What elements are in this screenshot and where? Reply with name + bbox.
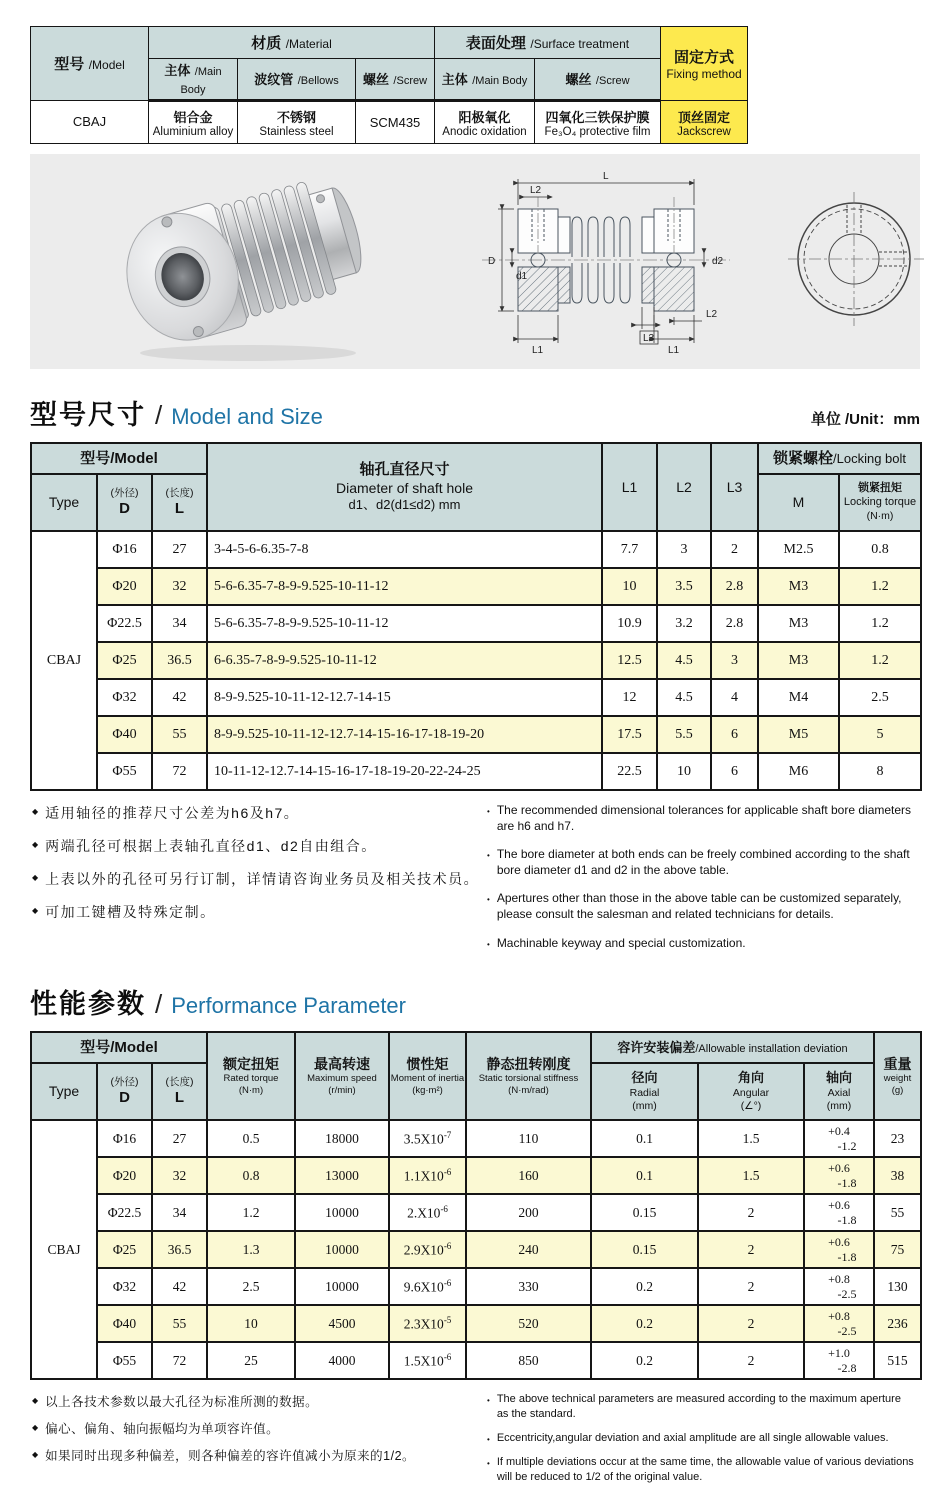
size-d-header: (外径) D: [97, 474, 152, 531]
perf-weight-header: 重量 weight (g): [874, 1032, 921, 1120]
cell-length: 55: [152, 1305, 207, 1342]
coupling-end-view-diagram: [784, 184, 934, 334]
spec-material-header: 材质 /Material: [149, 27, 435, 59]
cell-angular: 1.5: [698, 1120, 804, 1157]
cell-length: 34: [152, 1194, 207, 1231]
cell-l2: 5.5: [657, 716, 711, 753]
model-size-table: [30, 442, 922, 791]
spec-model-header: [31, 27, 149, 101]
perf-rated-torque-header: 额定扭矩 Rated torque (N·m): [207, 1032, 295, 1120]
size-locking-bolt-header: 锁紧螺栓/Locking bolt: [758, 443, 921, 474]
cell-m: M3: [758, 568, 839, 605]
cell-l2: 3.2: [657, 605, 711, 642]
perf-type-header: Type: [31, 1063, 97, 1120]
cell-outer-diameter: Φ55: [97, 753, 152, 790]
coupling-section-diagram: [476, 153, 736, 365]
cell-angular: 2: [698, 1231, 804, 1268]
table-row: [31, 1231, 921, 1268]
cell-m: M5: [758, 716, 839, 753]
cell-m: M3: [758, 605, 839, 642]
cell-torque: 5: [839, 716, 921, 753]
list-item: ◆ 上表以外的孔径可另行订制，详情请咨询业务员及相关技术员。: [32, 871, 480, 887]
cell-l1: 12: [602, 679, 657, 716]
cell-max-speed: 13000: [295, 1157, 389, 1194]
cell-l3: 6: [711, 716, 758, 753]
dim-label-d1: d1: [516, 271, 528, 282]
cell-angular: 2: [698, 1342, 804, 1379]
table-row: [31, 1194, 921, 1231]
perf-radial-header: 径向 Radial (mm): [591, 1063, 698, 1120]
bullet-icon: •: [487, 895, 490, 905]
cell-l2: 10: [657, 753, 711, 790]
cell-outer-diameter: Φ40: [97, 1305, 152, 1342]
list-item: • The above technical parameters are measured according to the maximum aperture as the standard.: [487, 1393, 901, 1420]
spec-mainbody-header: 主体 /Main Body: [149, 59, 238, 101]
table-row: [31, 1120, 921, 1157]
cell-surface-screw: 四氧化三铁保护膜 Fe₃O₄ protective film: [535, 101, 661, 144]
cell-axial: +0.6 -1.8: [804, 1194, 874, 1231]
table-row: [31, 753, 921, 790]
spec-bellows-header: 波纹管 /Bellows: [238, 59, 356, 101]
bullet-icon: ◆: [32, 1423, 39, 1433]
cell-weight: 23: [874, 1120, 921, 1157]
cell-screw: SCM435: [356, 101, 435, 144]
cell-rated-torque: 0.5: [207, 1120, 295, 1157]
cell-outer-diameter: Φ16: [97, 1120, 152, 1157]
cell-inertia: $1.1X10^{-6}$: [389, 1157, 466, 1194]
bullet-icon: ◆: [32, 1450, 39, 1460]
cell-weight: 130: [874, 1268, 921, 1305]
cell-rated-torque: 1.2: [207, 1194, 295, 1231]
perf-angular-header: 角向 Angular (∠°): [698, 1063, 804, 1120]
end-view-drawing: [784, 184, 934, 339]
table-row: [31, 568, 921, 605]
section-title-zh: 性能参数: [30, 989, 146, 1020]
bullet-icon: ◆: [32, 840, 39, 849]
cell-length: 36.5: [152, 1231, 207, 1268]
table-row: [31, 605, 921, 642]
dim-label-L: L: [603, 171, 609, 182]
size-type-header: Type: [31, 474, 97, 531]
size-shaft-hole-header: 轴孔直径尺寸 Diameter of shaft hole d1、d2(d1≤d2) mm: [207, 443, 602, 531]
cell-axial: +0.6 -1.8: [804, 1231, 874, 1268]
cell-l1: 12.5: [602, 642, 657, 679]
bullet-icon: •: [487, 807, 490, 816]
product-photo: [98, 153, 398, 370]
perf-inertia-header: 惯性矩 Moment of inertia (kg·m²): [389, 1032, 466, 1120]
size-l3-header: L3: [711, 443, 758, 531]
cell-inertia: $3.5X10^{-7}$: [389, 1120, 466, 1157]
cell-shaft-holes: 8-9-9.525-10-11-12-12.7-14-15-16-17-18-19-20: [207, 716, 602, 753]
unit-label: 单位 /Unit：mm: [810, 411, 920, 428]
cell-radial: 0.1: [591, 1157, 698, 1194]
table-row: [31, 716, 921, 753]
bullet-icon: ◆: [32, 807, 39, 816]
cell-outer-diameter: Φ16: [97, 531, 152, 568]
cell-l3: 4: [711, 679, 758, 716]
perf-l-header: (长度) L: [152, 1063, 207, 1120]
model-size-section-head: [30, 393, 920, 432]
cell-torque: 2.5: [839, 679, 921, 716]
section-title-zh: 型号尺寸: [30, 400, 146, 430]
table-row: [31, 679, 921, 716]
cell-shaft-holes: 10-11-12-12.7-14-15-16-17-18-19-20-22-24-25: [207, 753, 602, 790]
cell-radial: 0.2: [591, 1305, 698, 1342]
cell-shaft-holes: 5-6-6.35-7-8-9-9.525-10-11-12: [207, 605, 602, 642]
cell-torque: 0.8: [839, 531, 921, 568]
cell-main-body: 铝合金 Aluminium alloy: [149, 101, 238, 144]
cell-l2: 4.5: [657, 679, 711, 716]
cell-l1: 7.7: [602, 531, 657, 568]
spec-fixing-header: 固定方式 Fixing method: [661, 27, 748, 101]
spec-surface-main-header: 主体 /Main Body: [435, 59, 535, 101]
perf-axial-header: 轴向 Axial (mm): [804, 1063, 874, 1120]
cell-rated-torque: 1.3: [207, 1231, 295, 1268]
list-item: ◆ 如果同时出现多种偏差，则各种偏差的容许值减小为原来的1/2。: [32, 1449, 416, 1464]
cell-inertia: $2.X10^{-6}$: [389, 1194, 466, 1231]
cell-outer-diameter: Φ40: [97, 716, 152, 753]
cell-l3: 2.8: [711, 568, 758, 605]
list-item: • The recommended dimensional tolerances for applicable shaft bore diameters are h6 and h7.: [487, 803, 912, 833]
cell-angular: 2: [698, 1268, 804, 1305]
cell-rated-torque: 25: [207, 1342, 295, 1379]
cell-stiffness: 240: [466, 1231, 591, 1268]
cell-l2: 4.5: [657, 642, 711, 679]
product-image-panel: [30, 154, 920, 369]
size-notes-zh: [30, 803, 485, 964]
cell-m: M4: [758, 679, 839, 716]
cell-inertia: $1.5X10^{-6}$: [389, 1342, 466, 1379]
cell-outer-diameter: Φ22.5: [97, 605, 152, 642]
cell-l3: 2.8: [711, 605, 758, 642]
cell-max-speed: 18000: [295, 1120, 389, 1157]
perf-notes-en: [485, 1392, 920, 1493]
table-row: [31, 1342, 921, 1379]
cell-rated-torque: 0.8: [207, 1157, 295, 1194]
cell-weight: 55: [874, 1194, 921, 1231]
size-header-row-1: [31, 443, 921, 474]
cell-l2: 3.5: [657, 568, 711, 605]
section-title-en: Performance Parameter: [171, 993, 406, 1019]
dim-label-L3: L3: [643, 333, 655, 344]
perf-header-row-1: [31, 1032, 921, 1063]
cell-radial: 0.15: [591, 1194, 698, 1231]
list-item: • Machinable keyway and special customization.: [487, 935, 746, 950]
spec-surface-screw-header: 螺丝 /Screw: [535, 59, 661, 101]
bullet-icon: ◆: [32, 873, 39, 882]
cell-axial: +0.8 -2.5: [804, 1268, 874, 1305]
cell-outer-diameter: Φ25: [97, 1231, 152, 1268]
cell-length: 27: [152, 531, 207, 568]
size-notes: [30, 803, 920, 964]
cell-l1: 17.5: [602, 716, 657, 753]
cell-axial: +0.8 -2.5: [804, 1305, 874, 1342]
bullet-icon: •: [487, 939, 490, 949]
cell-length: 36.5: [152, 642, 207, 679]
cell-type: CBAJ: [31, 531, 97, 790]
cross-section-drawing: [476, 153, 736, 370]
size-model-header: 型号/Model: [31, 443, 207, 474]
cell-weight: 38: [874, 1157, 921, 1194]
cell-outer-diameter: Φ32: [97, 679, 152, 716]
cell-l3: 3: [711, 642, 758, 679]
cell-length: 42: [152, 1268, 207, 1305]
cell-stiffness: 520: [466, 1305, 591, 1342]
cell-stiffness: 330: [466, 1268, 591, 1305]
cell-angular: 2: [698, 1194, 804, 1231]
size-l-header: (长度) L: [152, 474, 207, 531]
performance-notes: [30, 1392, 920, 1493]
bullet-icon: •: [487, 1458, 490, 1468]
cell-shaft-holes: 3-4-5-6-6.35-7-8: [207, 531, 602, 568]
list-item: ◆ 适用轴径的推荐尺寸公差为h6及h7。: [32, 805, 300, 821]
cell-outer-diameter: Φ25: [97, 642, 152, 679]
dim-label-D: D: [488, 256, 496, 267]
cell-bellows: 不锈钢 Stainless steel: [238, 101, 356, 144]
dim-label-d2: d2: [712, 256, 724, 267]
section-title-separator: /: [155, 400, 163, 430]
table-row: [31, 642, 921, 679]
cell-m: M2.5: [758, 531, 839, 568]
table-row: [31, 531, 921, 568]
section-title-separator: /: [155, 989, 163, 1020]
cell-angular: 1.5: [698, 1157, 804, 1194]
cell-outer-diameter: Φ32: [97, 1268, 152, 1305]
list-item: • The bore diameter at both ends can be freely combined according to the shaft bore diameter d1 and d2 in the above table.: [487, 847, 910, 877]
cell-weight: 236: [874, 1305, 921, 1342]
cell-l3: 2: [711, 531, 758, 568]
cell-fixing: 顶丝固定 Jackscrew: [661, 101, 748, 144]
perf-d-header: (外径) D: [97, 1063, 152, 1120]
cell-max-speed: 10000: [295, 1268, 389, 1305]
cell-rated-torque: 10: [207, 1305, 295, 1342]
table-row: [31, 1268, 921, 1305]
cell-length: 55: [152, 716, 207, 753]
bullet-icon: ◆: [32, 1396, 39, 1406]
cell-l1: 10.9: [602, 605, 657, 642]
cell-inertia: $2.3X10^{-5}$: [389, 1305, 466, 1342]
cell-radial: 0.2: [591, 1268, 698, 1305]
cell-shaft-holes: 8-9-9.525-10-11-12-12.7-14-15: [207, 679, 602, 716]
cell-outer-diameter: Φ20: [97, 568, 152, 605]
spec-surface-header: 表面处理 /Surface treatment: [435, 27, 661, 59]
bullet-icon: •: [487, 851, 490, 861]
perf-notes-zh: [30, 1392, 485, 1493]
performance-section-head: [30, 982, 920, 1021]
cell-shaft-holes: 6-6.35-7-8-9-9.525-10-11-12: [207, 642, 602, 679]
cell-torque: 8: [839, 753, 921, 790]
cell-l3: 6: [711, 753, 758, 790]
perf-max-speed-header: 最高转速 Maximum speed (r/min): [295, 1032, 389, 1120]
cell-shaft-holes: 5-6-6.35-7-8-9-9.525-10-11-12: [207, 568, 602, 605]
cell-outer-diameter: Φ22.5: [97, 1194, 152, 1231]
list-item: ◆ 以上各技术参数以最大孔径为标准所测的数据。: [32, 1395, 319, 1410]
cell-stiffness: 200: [466, 1194, 591, 1231]
size-notes-en: [485, 803, 920, 964]
size-m-header: M: [758, 474, 839, 531]
cell-stiffness: 160: [466, 1157, 591, 1194]
bullet-icon: •: [487, 1396, 490, 1406]
cell-max-speed: 10000: [295, 1231, 389, 1268]
section-title-en: Model and Size: [171, 404, 323, 429]
cell-surface-main: 阳极氧化 Anodic oxidation: [435, 101, 535, 144]
cell-stiffness: 110: [466, 1120, 591, 1157]
cell-stiffness: 850: [466, 1342, 591, 1379]
perf-stiffness-header: 静态扭转刚度 Static torsional stiffness (N·m/rad): [466, 1032, 591, 1120]
cell-axial: +0.6 -1.8: [804, 1157, 874, 1194]
cell-outer-diameter: Φ20: [97, 1157, 152, 1194]
spec-data-row: [31, 101, 748, 144]
cell-torque: 1.2: [839, 605, 921, 642]
list-item: ◆ 偏心、偏角、轴向振幅均为单项容许值。: [32, 1422, 280, 1437]
cell-m: M3: [758, 642, 839, 679]
performance-table: [30, 1031, 922, 1380]
dim-label-L1-left: L1: [532, 345, 544, 356]
table-row: [31, 1305, 921, 1342]
cell-length: 32: [152, 1157, 207, 1194]
cell-length: 34: [152, 605, 207, 642]
spec-model-en: /Model: [88, 58, 125, 72]
perf-model-header: 型号/Model: [31, 1032, 207, 1063]
list-item: • Apertures other than those in the above table can be customized separately, please consult the salesman and related technicians for details.: [487, 891, 902, 921]
list-item: • Eccentricity,angular deviation and axial amplitude are all single allowable values.: [487, 1431, 889, 1444]
cell-type: CBAJ: [31, 1120, 97, 1379]
size-torque-header: 锁紧扭矩 Locking torque (N·m): [839, 474, 921, 531]
cell-max-speed: 10000: [295, 1194, 389, 1231]
cell-weight: 75: [874, 1231, 921, 1268]
cell-torque: 1.2: [839, 642, 921, 679]
cell-length: 32: [152, 568, 207, 605]
dim-label-L2-bottom: L2: [706, 309, 718, 320]
dim-label-L2-top: L2: [530, 185, 542, 196]
dim-label-L1-right: L1: [668, 345, 680, 356]
cell-inertia: $2.9X10^{-6}$: [389, 1231, 466, 1268]
cell-l1: 10: [602, 568, 657, 605]
cell-m: M6: [758, 753, 839, 790]
size-l2-header: L2: [657, 443, 711, 531]
size-l1-header: L1: [602, 443, 657, 531]
bullet-icon: ◆: [32, 906, 39, 915]
cell-l2: 3: [657, 531, 711, 568]
cell-length: 27: [152, 1120, 207, 1157]
cell-l1: 22.5: [602, 753, 657, 790]
cell-inertia: $9.6X10^{-6}$: [389, 1268, 466, 1305]
list-item: • If multiple deviations occur at the same time, the allowable value of various deviations will be reduced to 1/2 of the original value.: [487, 1455, 914, 1483]
table-row: [31, 1157, 921, 1194]
cell-angular: 2: [698, 1305, 804, 1342]
cell-radial: 0.1: [591, 1120, 698, 1157]
cell-radial: 0.15: [591, 1231, 698, 1268]
bullet-icon: •: [487, 1434, 490, 1444]
cell-max-speed: 4000: [295, 1342, 389, 1379]
perf-deviation-header: 容许安装偏差/Allowable installation deviation: [591, 1032, 874, 1063]
cell-max-speed: 4500: [295, 1305, 389, 1342]
cell-axial: +0.4 -1.2: [804, 1120, 874, 1157]
cell-axial: +1.0 -2.8: [804, 1342, 874, 1379]
cell-weight: 515: [874, 1342, 921, 1379]
cell-torque: 1.2: [839, 568, 921, 605]
cell-outer-diameter: Φ55: [97, 1342, 152, 1379]
cell-length: 72: [152, 753, 207, 790]
list-item: ◆ 两端孔径可根据上表轴孔直径d1、d2自由组合。: [32, 838, 377, 854]
bellows-coupling-photo: [98, 153, 398, 365]
spec-header-row-1: [31, 27, 748, 59]
cell-length: 72: [152, 1342, 207, 1379]
cell-radial: 0.2: [591, 1342, 698, 1379]
spec-screw-header: 螺丝 /Screw: [356, 59, 435, 101]
cell-length: 42: [152, 679, 207, 716]
cell-rated-torque: 2.5: [207, 1268, 295, 1305]
cell-model: CBAJ: [31, 101, 149, 144]
spec-model-zh: 型号: [54, 56, 85, 73]
material-spec-table: [30, 26, 748, 144]
list-item: ◆ 可加工键槽及特殊定制。: [32, 904, 216, 920]
